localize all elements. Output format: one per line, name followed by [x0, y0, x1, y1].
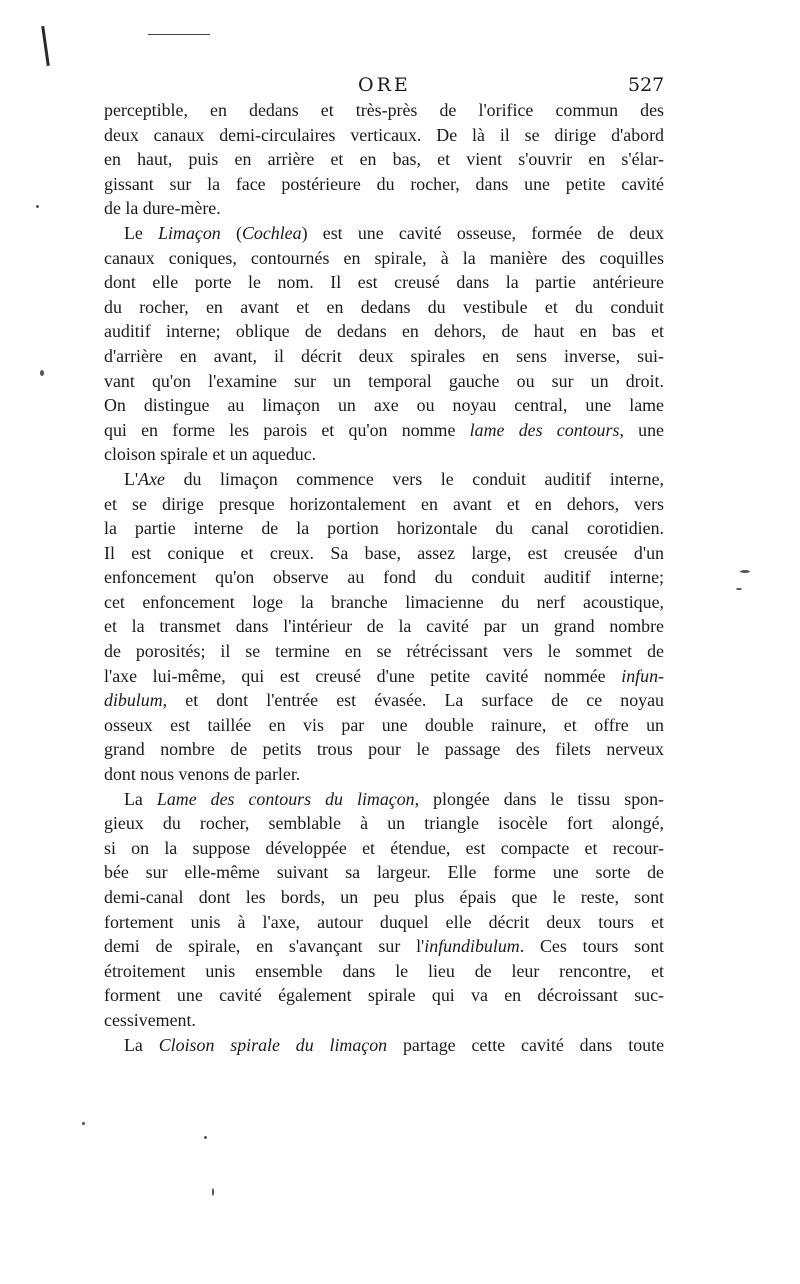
text-line: cessivement.	[104, 1009, 196, 1030]
text-line: gieux du rocher, semblable à un triangle isocèle fort alongé,	[104, 813, 664, 834]
print-speck	[736, 588, 742, 590]
text-line	[104, 934, 664, 959]
text-run: La	[124, 1034, 159, 1055]
text-line: et se dirige presque horizontalement en avant et en dehors, vers	[104, 493, 664, 514]
text-line: auditif interne; oblique de dedans en dehors, de haut en bas et	[104, 321, 664, 342]
text-line: vant qu'on l'examine sur un temporal gauche ou sur un droit.	[104, 370, 664, 391]
text-line	[104, 1033, 664, 1058]
print-speck	[740, 570, 750, 573]
text-run: (	[220, 222, 242, 243]
ink-mark	[41, 26, 50, 66]
text-line: enfoncement qu'on observe au fond du conduit auditif interne;	[104, 567, 664, 588]
italic-term: Cochlea	[241, 222, 302, 243]
page-number: 527	[628, 74, 665, 96]
text-line: perceptible, en dedans et très-près de l'orifice commun des	[104, 100, 664, 120]
text-run: , plongée dans le tissu spon-	[414, 788, 664, 809]
text-line	[104, 664, 664, 689]
italic-term: Lame des contours du limaçon	[156, 788, 415, 809]
text-line	[104, 221, 664, 246]
print-speck	[212, 1188, 214, 1196]
text-line: fortement unis à l'axe, autour duquel elle décrit deux tours et	[104, 911, 664, 932]
text-run: du limaçon commence vers le conduit auditif interne,	[164, 468, 664, 489]
text-line	[104, 787, 664, 812]
text-line: si on la suppose développée et étendue, est compacte et recour-	[104, 837, 664, 858]
text-run: L'	[124, 468, 139, 489]
text-line: bée sur elle-même suivant sa largeur. Elle forme une sorte de	[104, 862, 664, 883]
text-line: Il est conique et creux. Sa base, assez large, est creusée d'un	[104, 542, 664, 563]
text-run: , une	[619, 419, 664, 440]
text-line	[104, 418, 664, 443]
text-line: dont elle porte le nom. Il est creusé dans la partie antérieure	[104, 272, 664, 293]
text-line: On distingue au limaçon un axe ou noyau central, une lame	[104, 395, 664, 416]
text-line: cloison spirale et un aqueduc.	[104, 444, 317, 465]
italic-term: Cloison spirale du limaçon	[158, 1034, 388, 1055]
print-speck	[40, 370, 44, 376]
italic-term: lame des contours	[469, 419, 620, 440]
text-line: de porosités; il se termine en se rétrécissant vers le sommet de	[104, 641, 664, 662]
italic-term: infundibulum	[424, 936, 520, 957]
text-line: demi-canal dont les bords, un peu plus épais que le reste, sont	[104, 887, 664, 907]
text-line: gissant sur la face postérieure du rocher, dans une petite cavité	[104, 173, 664, 194]
text-line: canaux coniques, contournés en spirale, à la manière des coquilles	[104, 247, 664, 268]
text-run: Le	[124, 222, 159, 243]
text-line: forment une cavité également spirale qui va en décroissant suc-	[104, 985, 664, 1006]
text-run: demi de spirale, en s'avançant sur l'	[104, 936, 425, 957]
print-speck	[36, 205, 39, 208]
text-line: étroitement unis ensemble dans le lieu de leur rencontre, et	[104, 960, 664, 981]
text-line: cet enfoncement loge la branche limacienne du nerf acoustique,	[104, 591, 664, 612]
header-rule	[148, 34, 210, 35]
text-line: la partie interne de la portion horizontale du canal corotidien.	[104, 518, 664, 539]
text-line: deux canaux demi-circulaires verticaux. De là il se dirige d'abord	[104, 124, 664, 145]
text-line	[104, 688, 664, 713]
text-line: grand nombre de petits trous pour le passage des filets nerveux	[104, 739, 664, 760]
text-line: et la transmet dans l'intérieur de la cavité par un grand nombre	[104, 616, 664, 637]
text-line: du rocher, en avant et en dedans du vestibule et du conduit	[104, 296, 664, 317]
italic-term: Limaçon	[158, 222, 221, 243]
print-speck	[82, 1122, 85, 1125]
print-speck	[204, 1136, 207, 1139]
text-line: osseux est taillée en vis par une double rainure, et offre un	[104, 714, 664, 735]
italic-term: Axe	[138, 468, 165, 489]
text-run: . Ces tours sont	[519, 936, 664, 957]
italic-term: dibulum	[104, 690, 163, 711]
text-line: dont nous venons de parler.	[104, 764, 301, 785]
text-line: en haut, puis en arrière et en bas, et vient s'ouvrir en s'élar-	[104, 149, 664, 170]
text-line: d'arrière en avant, il décrit deux spirales en sens inverse, sui-	[104, 345, 664, 366]
text-line: de la dure-mère.	[104, 198, 221, 219]
text-run: La	[124, 788, 157, 809]
text-run: l'axe lui-même, qui est creusé d'une petite cavité nommée	[104, 665, 622, 686]
body-text	[104, 98, 664, 1057]
text-run: partage cette cavité dans toute	[387, 1034, 665, 1055]
text-run: qui en forme les parois et qu'on nomme	[104, 419, 470, 440]
running-title: ORE	[358, 74, 411, 96]
italic-term: infun-	[621, 665, 664, 686]
text-run: ) est une cavité osseuse, formée de deux	[301, 222, 665, 243]
text-line	[104, 467, 664, 492]
text-run: , et dont l'entrée est évasée. La surface de ce noyau	[162, 690, 664, 711]
